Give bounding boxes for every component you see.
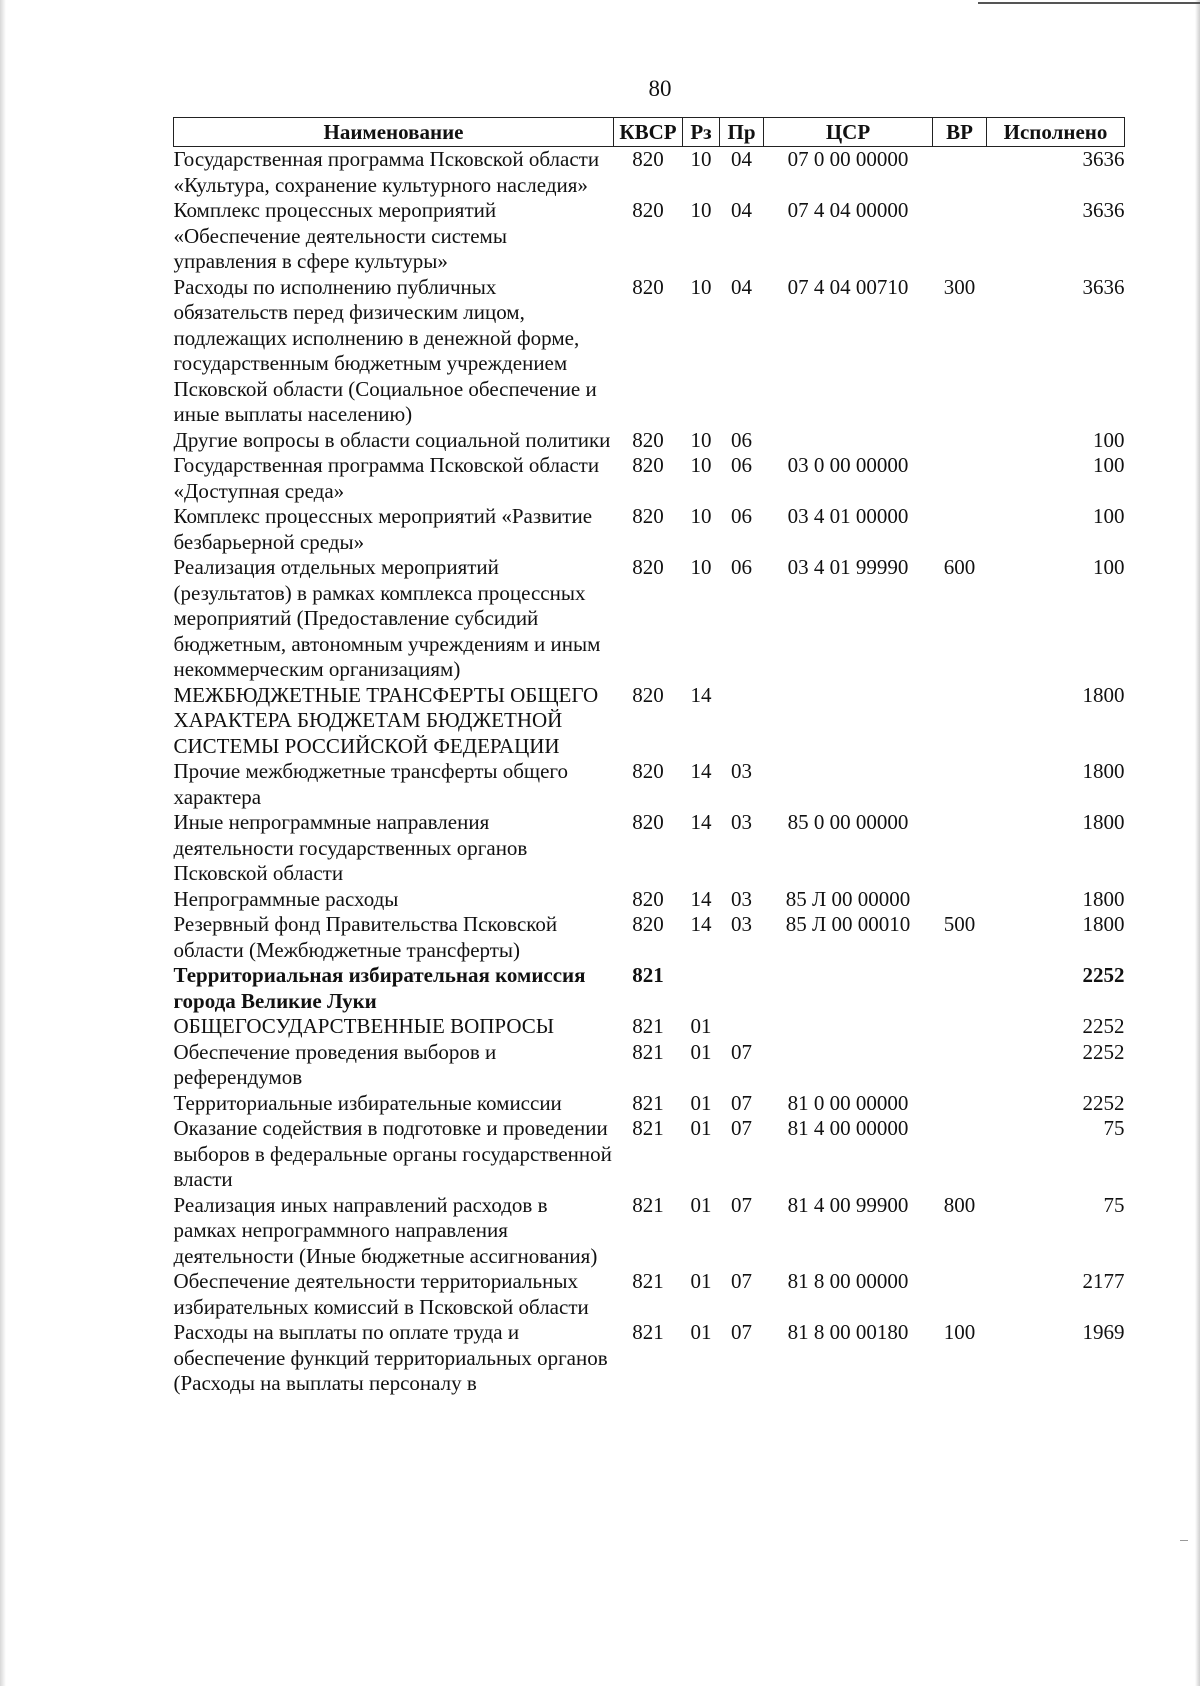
cell-pr: 07: [731, 1269, 752, 1293]
cell-pr: 03: [731, 912, 752, 936]
cell-kvsr: 820: [632, 427, 664, 452]
cell-executed: 3636: [1082, 274, 1125, 299]
cell-executed: 100: [1093, 453, 1125, 477]
cell-vr: 500: [943, 912, 976, 936]
cell-name: ОБЩЕГОСУДАРСТВЕННЫЕ ВОПРОСЫ: [173, 1014, 555, 1038]
cell-kvsr: 820: [632, 682, 664, 707]
cell-kvsr: 820: [632, 886, 664, 911]
cell-vr: [933, 759, 987, 810]
page-number: 80: [648, 76, 672, 101]
table-row: [174, 1014, 1125, 1040]
cell-csr: [764, 963, 933, 1014]
table-row: [174, 428, 1125, 454]
table-row: [174, 963, 1125, 1014]
cell-kvsr: 820: [632, 810, 664, 834]
cell-executed: 2252: [1082, 1039, 1125, 1064]
cell-name: Расходы по исполнению публичных обязательств перед физическим лицом, подлежащих исполнению в денежной форме, государственным бюджетным учреждением Псковской области (Социальное обеспечение и иные выплаты населению): [173, 274, 597, 426]
cell-name: Территориальные избирательные комиссии: [173, 1090, 562, 1115]
cell-kvsr: 821: [632, 1320, 664, 1344]
cell-pr: [720, 963, 764, 1014]
cell-csr: 85 0 00 00000: [787, 810, 909, 834]
cell-name: Расходы на выплаты по оплате труда и обеспечение функций территориальных органов (Расходы на выплаты персоналу в: [173, 1320, 608, 1395]
cell-name: Непрограммные расходы: [173, 886, 399, 911]
cell-vr: [933, 1116, 987, 1193]
table-row: [174, 453, 1125, 504]
header-name: Наименование: [174, 118, 614, 147]
cell-csr: 81 8 00 00000: [787, 1269, 909, 1293]
cell-csr: [764, 428, 933, 454]
table-row: [174, 555, 1125, 683]
budget-table: [173, 117, 1125, 1397]
cell-executed: 75: [1103, 1116, 1125, 1140]
cell-vr: [933, 1014, 987, 1040]
table-row: [174, 198, 1125, 275]
cell-vr: [933, 1091, 987, 1117]
cell-kvsr: 821: [632, 963, 664, 987]
cell-name: МЕЖБЮДЖЕТНЫЕ ТРАНСФЕРТЫ ОБЩЕГО ХАРАКТЕРА БЮДЖЕТАМ БЮДЖЕТНОЙ СИСТЕМЫ РОССИЙСКОЙ ФЕДЕРАЦИИ: [173, 682, 599, 758]
cell-executed: 1969: [1082, 1320, 1125, 1344]
cell-vr: [933, 1269, 987, 1320]
cell-rz: 01: [690, 1192, 712, 1217]
table-row: [174, 1116, 1125, 1193]
cell-kvsr: 821: [632, 1039, 664, 1064]
table-row: [174, 887, 1125, 913]
cell-kvsr: 820: [632, 759, 664, 783]
cell-csr: 03 4 01 00000: [787, 504, 909, 528]
cell-vr: [933, 504, 987, 555]
table-row: [174, 1193, 1125, 1270]
cell-rz: 01: [690, 1269, 712, 1293]
cell-executed: 100: [1093, 427, 1125, 452]
cell-name: Иные непрограммные направления деятельности государственных органов Псковской области: [173, 810, 528, 885]
cell-rz: [683, 963, 720, 1014]
cell-csr: [764, 1040, 933, 1091]
cell-vr: [933, 1040, 987, 1091]
cell-csr: 81 8 00 00180: [787, 1320, 909, 1344]
cell-kvsr: 820: [632, 504, 664, 528]
scan-edge-right: [1195, 0, 1200, 1686]
cell-pr: [720, 683, 764, 760]
cell-kvsr: 820: [632, 198, 664, 222]
cell-csr: 85 Л 00 00010: [785, 912, 911, 936]
cell-csr: 07 4 04 00710: [787, 274, 909, 299]
cell-rz: 01: [690, 1116, 712, 1140]
cell-csr: 07 4 04 00000: [787, 198, 909, 222]
cell-executed: 1800: [1082, 886, 1125, 911]
cell-csr: 81 4 00 00000: [787, 1116, 909, 1140]
cell-pr: 04: [731, 274, 752, 299]
cell-rz: 14: [690, 886, 712, 911]
cell-pr: 07: [731, 1090, 752, 1115]
cell-rz: 10: [690, 274, 712, 299]
table-header-row: [174, 118, 1125, 147]
cell-vr: 800: [943, 1192, 976, 1217]
cell-vr: 600: [943, 555, 976, 579]
cell-pr: 03: [731, 886, 752, 911]
header-executed: Исполнено: [987, 118, 1125, 147]
cell-csr: [764, 759, 933, 810]
cell-name: Прочие межбюджетные трансферты общего характера: [173, 759, 568, 809]
cell-executed: 2177: [1082, 1269, 1125, 1293]
cell-csr: [764, 1014, 933, 1040]
table-row: [174, 912, 1125, 963]
cell-name: Обеспечение проведения выборов и референдумов: [173, 1039, 497, 1089]
cell-rz: 10: [690, 147, 712, 171]
cell-kvsr: 821: [632, 1116, 664, 1140]
cell-executed: 1800: [1082, 682, 1125, 707]
cell-vr: 300: [943, 274, 976, 299]
cell-csr: 85 Л 00 00000: [785, 886, 911, 911]
cell-executed: 75: [1103, 1192, 1125, 1217]
cell-rz: 01: [690, 1320, 712, 1344]
table-row: [174, 1269, 1125, 1320]
cell-pr: 06: [731, 555, 752, 579]
table-row: [174, 504, 1125, 555]
cell-pr: 04: [731, 198, 752, 222]
cell-executed: 2252: [1082, 963, 1125, 987]
cell-name: Государственная программа Псковской области «Доступная среда»: [173, 453, 600, 503]
cell-name: Реализация отдельных мероприятий (результатов) в рамках комплекса процессных мероприятий (Предоставление субсидий бюджетным, автономным учреждениям и иным некоммерческим организациям): [173, 555, 601, 681]
cell-executed: 3636: [1082, 198, 1125, 222]
table-row: [174, 1320, 1125, 1397]
table-row: [174, 810, 1125, 887]
table-row: [174, 1040, 1125, 1091]
cell-name: Государственная программа Псковской области «Культура, сохранение культурного наследия»: [173, 147, 600, 197]
cell-rz: 14: [690, 810, 712, 834]
cell-executed: 1800: [1082, 912, 1125, 936]
table-row: [174, 275, 1125, 428]
cell-kvsr: 821: [632, 1014, 664, 1038]
cell-kvsr: 820: [632, 555, 664, 579]
cell-pr: 06: [731, 453, 752, 477]
cell-vr: [933, 963, 987, 1014]
cell-name: Другие вопросы в области социальной политики: [173, 427, 611, 452]
header-pr: Пр: [720, 118, 764, 147]
cell-pr: 03: [731, 759, 752, 783]
cell-kvsr: 820: [632, 147, 664, 171]
table-row: [174, 1091, 1125, 1117]
cell-executed: 3636: [1082, 147, 1125, 171]
header-csr: ЦСР: [764, 118, 933, 147]
cell-kvsr: 821: [632, 1090, 664, 1115]
cell-csr: 07 0 00 00000: [787, 147, 909, 171]
cell-executed: 2252: [1082, 1090, 1125, 1115]
header-rz: Рз: [683, 118, 720, 147]
cell-executed: 1800: [1082, 759, 1125, 783]
cell-rz: 10: [690, 427, 712, 452]
cell-pr: 04: [731, 147, 752, 171]
cell-csr: 81 4 00 99900: [787, 1192, 909, 1217]
cell-rz: 10: [690, 504, 712, 528]
cell-pr: 03: [731, 810, 752, 834]
cell-pr: 06: [731, 504, 752, 528]
cell-executed: 100: [1093, 555, 1125, 579]
cell-vr: [933, 887, 987, 913]
cell-rz: 10: [690, 453, 712, 477]
cell-name: Территориальная избирательная комиссия города Великие Луки: [173, 963, 586, 1013]
cell-rz: 01: [690, 1090, 712, 1115]
cell-rz: 01: [690, 1014, 712, 1038]
cell-name: Оказание содействия в подготовке и проведении выборов в федеральные органы государственной власти: [173, 1116, 612, 1191]
cell-rz: 14: [690, 759, 712, 783]
table-row: [174, 147, 1125, 199]
cell-rz: 14: [690, 912, 712, 936]
cell-rz: 14: [690, 682, 712, 707]
cell-pr: [720, 1014, 764, 1040]
cell-csr: 81 0 00 00000: [787, 1090, 909, 1115]
cell-csr: 03 0 00 00000: [787, 453, 909, 477]
cell-name: Резервный фонд Правительства Псковской области (Межбюджетные трансферты): [173, 912, 558, 962]
scan-edge-left: [0, 0, 6, 1686]
cell-kvsr: 820: [632, 912, 664, 936]
cell-vr: [933, 198, 987, 275]
cell-vr: [933, 147, 987, 199]
edge-mark: [1180, 1540, 1188, 1541]
cell-kvsr: 820: [632, 274, 664, 299]
cell-vr: 100: [943, 1320, 976, 1344]
cell-name: Комплекс процессных мероприятий «Развитие безбарьерной среды»: [173, 504, 593, 554]
cell-pr: 07: [731, 1192, 752, 1217]
table-body: [174, 147, 1125, 1397]
cell-vr: [933, 428, 987, 454]
cell-pr: 07: [731, 1039, 752, 1064]
cell-rz: 01: [690, 1039, 712, 1064]
cell-pr: 06: [731, 427, 752, 452]
cell-name: Обеспечение деятельности территориальных избирательных комиссий в Псковской области: [173, 1269, 589, 1319]
cell-executed: 100: [1093, 504, 1125, 528]
cell-kvsr: 821: [632, 1269, 664, 1293]
cell-name: Реализация иных направлений расходов в рамках непрограммного направления деятельности (Иные бюджетные ассигнования): [173, 1192, 598, 1268]
cell-name: Комплекс процессных мероприятий «Обеспечение деятельности системы управления в сфере культуры»: [173, 198, 507, 273]
header-kvsr: КВСР: [614, 118, 683, 147]
table-row: [174, 683, 1125, 760]
cell-executed: 1800: [1082, 810, 1125, 834]
cell-rz: 10: [690, 555, 712, 579]
cell-vr: [933, 683, 987, 760]
cell-csr: [764, 683, 933, 760]
cell-kvsr: 821: [632, 1192, 664, 1217]
table-row: [174, 759, 1125, 810]
cell-pr: 07: [731, 1116, 752, 1140]
cell-csr: 03 4 01 99990: [787, 555, 909, 579]
scan-line-top: [978, 2, 1200, 4]
header-vr: ВР: [933, 118, 987, 147]
cell-rz: 10: [690, 198, 712, 222]
cell-kvsr: 820: [632, 453, 664, 477]
cell-vr: [933, 453, 987, 504]
cell-pr: 07: [731, 1320, 752, 1344]
cell-executed: 2252: [1082, 1014, 1125, 1038]
cell-vr: [933, 810, 987, 887]
